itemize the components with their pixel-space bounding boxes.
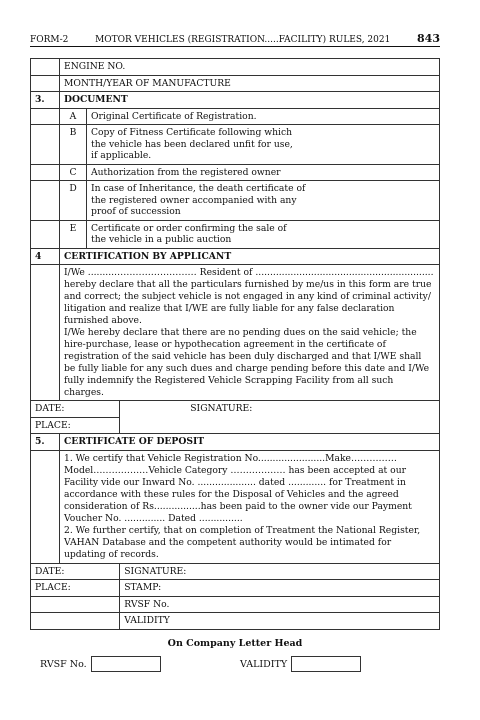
place-label: PLACE: bbox=[31, 580, 120, 597]
stamp-label: STAMP: bbox=[120, 580, 440, 597]
letter-head-title: On Company Letter Head bbox=[167, 638, 303, 649]
doc-letter: D bbox=[60, 181, 87, 221]
certificate-paragraph: 1. We certify that Vehicle Registration No.......................Make…………… Model………………Vehicle Category ……………… has been accepted at our Facility vide our Inward No. .................... dated ............. for Treatment in accordance with these rules for the Disposal of Vehicles and the agreed consideration of Rs................has been paid to the owner vide our Payment Voucher No. .............. Dated ............... bbox=[64, 452, 412, 524]
section-title: DOCUMENT bbox=[60, 92, 440, 109]
section-number: 3. bbox=[31, 92, 60, 109]
date-label: DATE: bbox=[31, 563, 120, 580]
header-rule bbox=[30, 46, 440, 47]
month-year-label: MONTH/YEAR OF MANUFACTURE bbox=[60, 75, 440, 92]
deposit-certificate-row bbox=[31, 450, 440, 563]
doc-text: Certificate or order confirming the sale of the vehicle in a public auction bbox=[87, 220, 440, 248]
section-5-header bbox=[31, 434, 440, 451]
declaration-paragraph: I/We hereby declare that there are no pending dues on the said vehicle; the hire-purchase, lease or hypothecation agreement in the certificate of registration of the said vehicle has been duly discharged and that I/WE shall be fully liable for any such dues and charge pending before this date and I/We fully indemnify the Registered Vehicle Scrapping Facility from all such charges. bbox=[64, 326, 430, 398]
footer-rvsf bbox=[40, 656, 161, 672]
section-3-header bbox=[31, 92, 440, 109]
validity-row bbox=[31, 613, 440, 630]
month-year-row bbox=[31, 75, 440, 92]
section-number: 5. bbox=[31, 434, 60, 451]
section-title: CERTIFICATION BY APPLICANT bbox=[60, 248, 440, 265]
place-label: PLACE: bbox=[31, 417, 120, 434]
doc-row bbox=[31, 164, 440, 181]
form-table bbox=[30, 58, 440, 630]
page-header bbox=[30, 32, 440, 45]
doc-row bbox=[31, 181, 440, 221]
section-4-header bbox=[31, 248, 440, 265]
section-number: 4 bbox=[31, 248, 60, 265]
doc-text: Authorization from the registered owner bbox=[87, 164, 440, 181]
engine-row bbox=[31, 59, 440, 76]
doc-text: In case of Inheritance, the death certificate of the registered owner accompanied with any proof of succession bbox=[87, 181, 440, 221]
validity-box[interactable] bbox=[291, 656, 361, 672]
place-stamp-row bbox=[31, 580, 440, 597]
certificate-paragraph: 2. We further certify, that on completion of Treatment the National Register, VAHAN Database and the competent authority would be intimated for updating of records. bbox=[64, 524, 421, 560]
rvsf-no-box[interactable] bbox=[91, 656, 161, 672]
date-label: DATE: bbox=[31, 401, 120, 418]
signature-label: SIGNATURE: bbox=[120, 401, 440, 434]
doc-letter: C bbox=[60, 164, 87, 181]
section-title: CERTIFICATE OF DEPOSIT bbox=[60, 434, 440, 451]
applicant-declaration bbox=[60, 265, 440, 401]
doc-row bbox=[31, 220, 440, 248]
doc-letter: B bbox=[60, 125, 87, 165]
header-title: MOTOR VEHICLES (REGISTRATION.....FACILITY) RULES, 2021 bbox=[95, 35, 391, 45]
form-label: FORM-2 bbox=[30, 35, 69, 45]
rvsf-no-label: RVSF No. bbox=[120, 596, 440, 613]
doc-row bbox=[31, 108, 440, 125]
date-row bbox=[31, 563, 440, 580]
engine-label: ENGINE NO. bbox=[60, 59, 440, 76]
footer-validity-label: VALIDITY bbox=[240, 658, 288, 670]
applicant-declaration-row bbox=[31, 265, 440, 401]
footer-rvsf-label: RVSF No. bbox=[40, 658, 87, 670]
declaration-paragraph: I/We .........……………………… Resident of ............................................................. hereby declare that all the particulars furnished by me/us in this form are true and correct; the subject vehicle is not engaged in any kind of criminal activity/ litigation and realize that I/WE are fully liable for any false declaration furnished above. bbox=[64, 267, 434, 326]
signature-label: SIGNATURE: bbox=[120, 563, 440, 580]
doc-letter: A bbox=[60, 108, 87, 125]
validity-label: VALIDITY bbox=[120, 613, 440, 630]
doc-row bbox=[31, 125, 440, 165]
doc-text: Copy of Fitness Certificate following which the vehicle has been declared unfit for use, if applicable. bbox=[87, 125, 440, 165]
rvsf-row bbox=[31, 596, 440, 613]
date-signature-row bbox=[31, 401, 440, 418]
doc-letter: E bbox=[60, 220, 87, 248]
doc-text: Original Certificate of Registration. bbox=[87, 108, 440, 125]
page-number: 843 bbox=[417, 32, 440, 45]
footer-validity bbox=[240, 656, 361, 672]
deposit-certificate bbox=[60, 450, 440, 563]
